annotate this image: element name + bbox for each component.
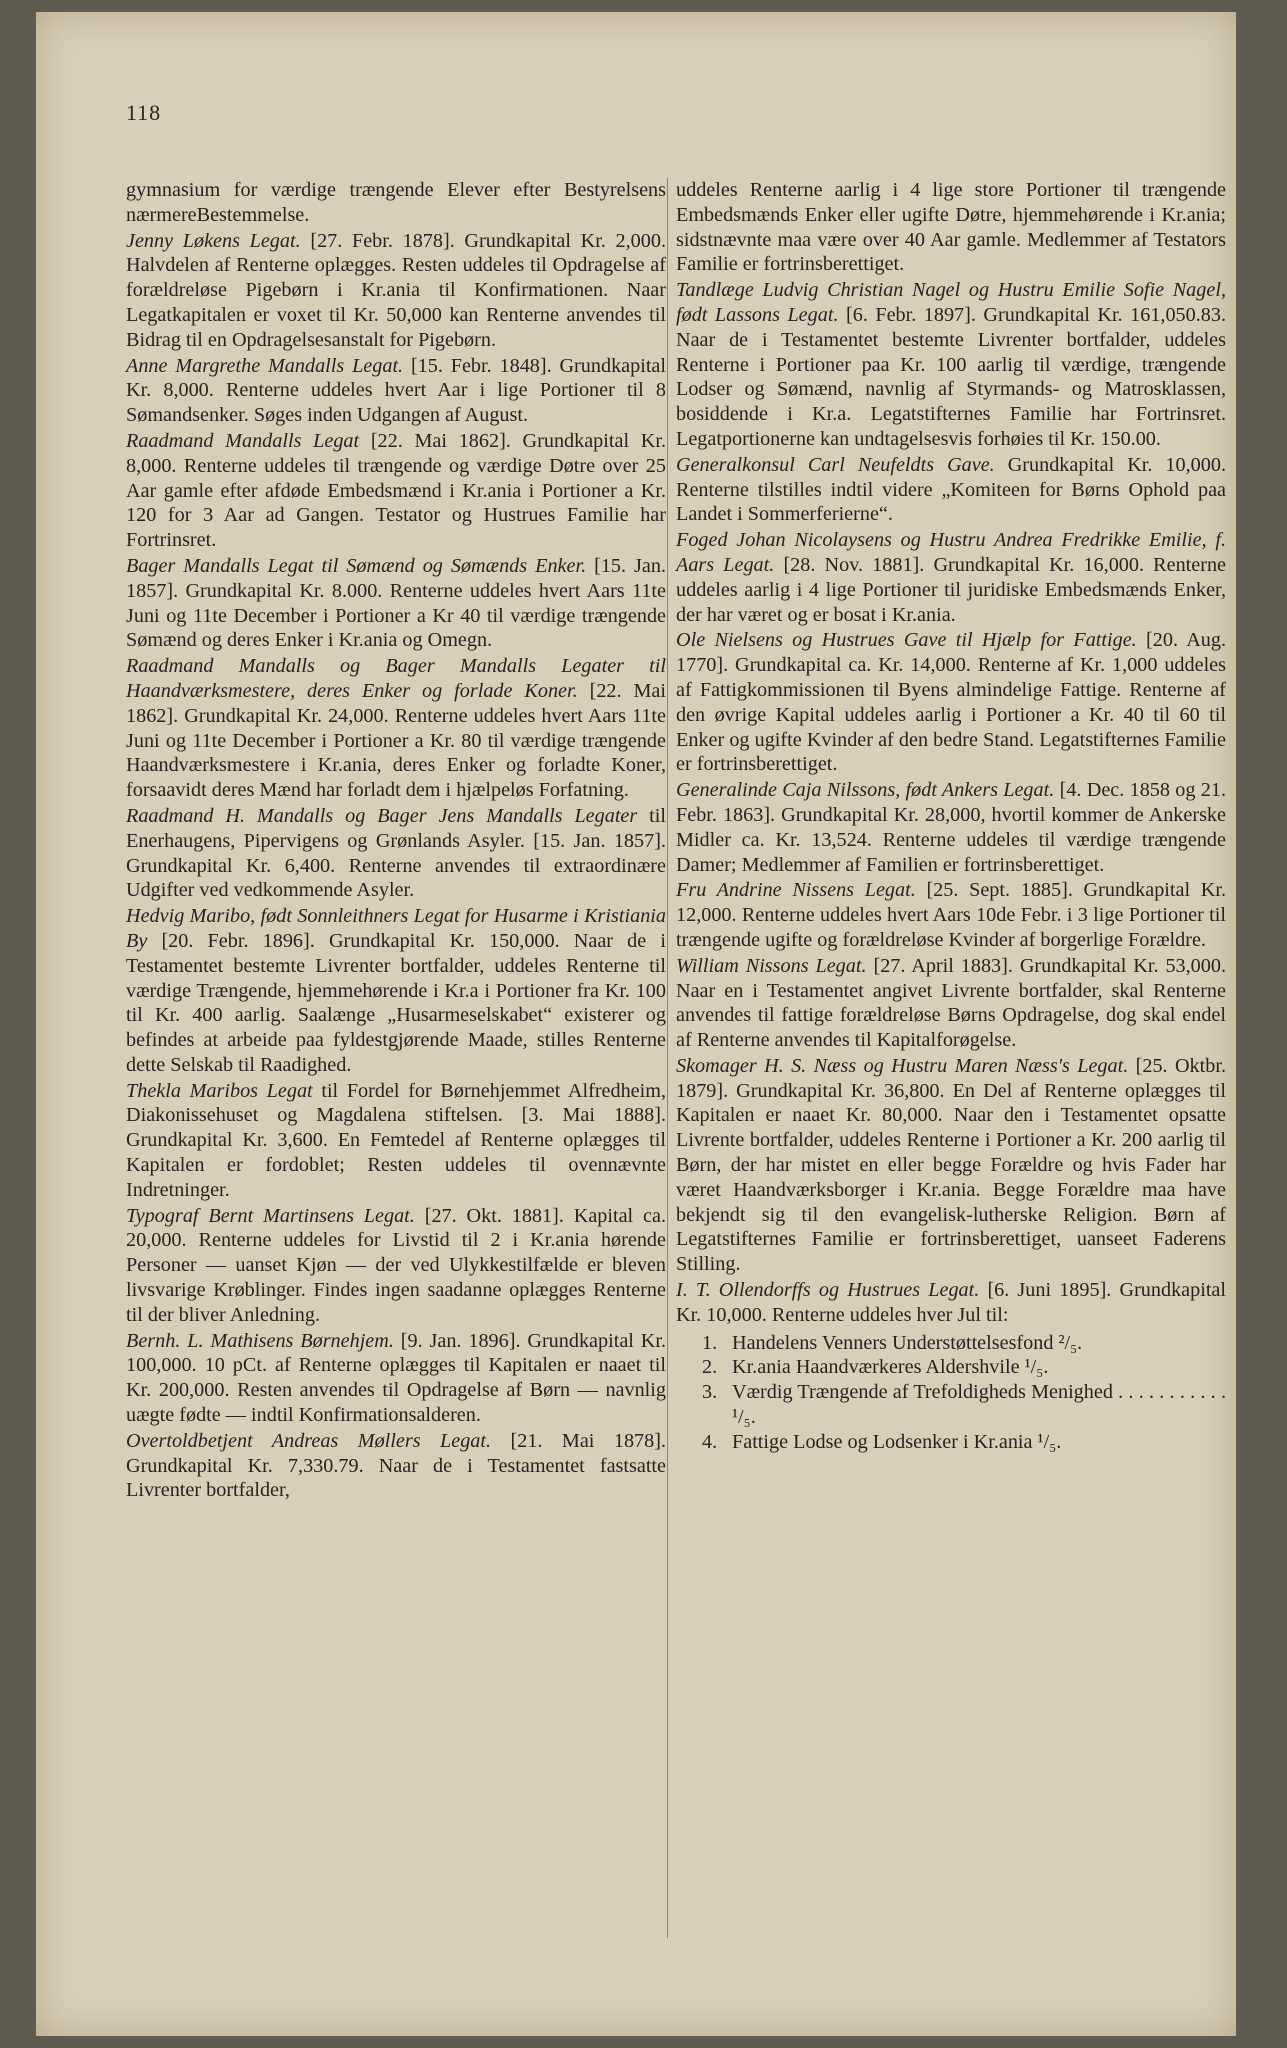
list-number: 1.	[702, 1331, 718, 1354]
legat-title: Fru Andrine Nissens Legat.	[676, 879, 916, 902]
legat-title: Typograf Bernt Martinsens Legat.	[126, 1204, 415, 1227]
list-item	[702, 1380, 1226, 1430]
legat-entry	[676, 1054, 1226, 1277]
legat-title: Bernh. L. Mathisens Børnehjem.	[126, 1329, 394, 1352]
legat-entry	[676, 778, 1226, 877]
legat-body: til Fordel for Børnehjemmet Alfredheim, Diakonissehuset og Magdalena stiftelsen. [3. Mai 1888]. Grundkapital Kr. 3,600. En Femtedel af Renterne oplægges til Kapitalen er fordoblet; Resten uddeles til ovennævnte Indretninger.	[126, 1079, 667, 1201]
list-text: Kr.ania Haandværkeres Aldershvile ¹/₅.	[732, 1356, 1049, 1379]
list-number: 3.	[702, 1381, 718, 1404]
legat-entry	[126, 354, 666, 428]
list-item	[702, 1355, 1226, 1380]
right-entries	[676, 178, 1226, 1328]
legat-body: [6. Febr. 1897]. Grundkapital Kr. 161,050.83. Naar de i Testamentet bestemte Livrenter bortfalder, uddeles Renterne i Portioner paa Kr. 100 aarlig til værdige, trængende Lodser og Sømænd, navnlig af Styrmands- og Matrosklassen, bosiddende i Kr.a. Legatstifternes Familie har Fortrinsret. Legatportionerne kan undtagelsesvis forhøies til Kr. 150.00.	[676, 303, 1227, 450]
legat-title: Raadmand H. Mandalls og Bager Jens Mandalls Legater	[126, 804, 638, 827]
legat-title: Hedvig Maribo, født Sonnleithners Legat for Husarme i Kristiania By	[126, 905, 666, 952]
list-text: Værdig Trængende af Trefoldigheds Menighed . . . . . . . . . . . ¹/₅.	[732, 1381, 1226, 1429]
legat-body: [22. Mai 1862]. Grundkapital Kr. 24,000. Renterne uddeles hvert Aars 11te Juni og 11te December i Portioner a Kr. 80 til værdige trængende Haandværksmestere i Kr.ania, deres Enker og forladte Koner, forsaavidt deres Mænd har forladt dem i hjælpeløs Forfatning.	[126, 679, 667, 802]
legat-entry	[126, 1329, 666, 1428]
legat-body: [20. Aug. 1770]. Grundkapital ca. Kr. 14,000. Renterne af Kr. 1,000 uddeles af Fattigkommissionen til Byens almindelige Fattige. Renterne af den øvrige Kapital uddeles aarlig i Portioner a Kr. 40 til 60 til Enker og ugifte Kvinder af den bedre Stand. Legatstifternes Familie er fortrinsberettiget.	[676, 629, 1227, 776]
list-text: Fattige Lodse og Lodsenker i Kr.ania ¹/₅.	[732, 1430, 1062, 1453]
legat-title: Foged Johan Nicolaysens og Hustru Andrea Fredrikke Emilie, f. Aars Legat.	[676, 529, 1226, 576]
legat-body: [25. Oktbr. 1879]. Grundkapital Kr. 36,800. En Del af Renterne oplægges til Kapitalen er naaet Kr. 80,000. Naar den i Testamentet opsatte Livrente bortfalder, uddeles Renterne i Portioner a Kr. 200 aarlig til Børn, der har mistet en eller begge Forældre og hvis Fader har været Haandværksborger i Kr.ania. Begge Forældre maa have bekjendt sig til den evangelisk-lutherske Religion. Børn af Legatstifternes Familie er fortrinsberettiget, uanseet Faderens Stilling.	[676, 1054, 1226, 1276]
legat-entry	[676, 278, 1226, 452]
legat-body: Grundkapital Kr. 10,000. Renterne tilstilles indtil videre „Komiteen for Børns Ophold paa Landet i Sommerferierne“.	[676, 453, 1226, 526]
legat-entry	[676, 453, 1226, 527]
book-page	[36, 12, 1236, 2036]
legat-body: [27. April 1883]. Grundkapital Kr. 53,000. Naar en i Testamentet angivet Livrente bortfalder, skal Renterne anvendes til fattige forældreløse Børns Opdragelse, dog skal endel af Renterne anvendes til Kapitalforøgelse.	[676, 954, 1227, 1052]
legat-body: [28. Nov. 1881]. Grundkapital Kr. 16,000. Renterne uddeles aarlig i 4 lige Portioner til juridiske Embedsmænds Enker, der har været og er bosat i Kr.ania.	[676, 553, 1227, 626]
legat-body: [22. Mai 1862]. Grundkapital Kr. 8,000. Renterne uddeles til trængende og værdige Døtre over 25 Aar gamle efter afdøde Embedsmænd i Kr.ania i Portioner a Kr. 120 for 3 Aar ad Gangen. Testator og Hustrues Familie har Fortrinsret.	[126, 429, 666, 552]
legat-entry	[126, 1204, 666, 1328]
legat-title: Generalkonsul Carl Neufeldts Gave.	[676, 453, 995, 476]
legat-body: [15. Febr. 1848]. Grundkapital Kr. 8,000. Renterne uddeles hvert Aar i lige Portioner til 8 Sømandsenker. Søges inden Udgangen af August.	[126, 354, 666, 427]
legat-entry	[126, 654, 666, 803]
left-column	[126, 178, 666, 1504]
legat-entry	[676, 628, 1226, 777]
legat-entry	[676, 954, 1226, 1053]
legat-title: Tandlæge Ludvig Christian Nagel og Hustru Emilie Sofie Nagel, født Lassons Legat.	[676, 279, 1226, 326]
legat-body: [9. Jan. 1896]. Grundkapital Kr. 100,000. 10 pCt. af Renterne oplægges til Kapitalen er naaet til Kr. 200,000. Resten anvendes til Opdragelse af Børn — navnlig uægte fødte — indtil Konfirmationsalderen.	[126, 1329, 666, 1427]
legat-title: Skomager H. S. Næss og Hustru Maren Næss's Legat.	[676, 1054, 1129, 1077]
legat-title: Ole Nielsens og Hustrues Gave til Hjælp for Fattige.	[676, 629, 1137, 652]
legat-title: Jenny Løkens Legat.	[126, 229, 301, 252]
list-number: 2.	[702, 1356, 718, 1379]
legat-entry	[126, 1079, 666, 1203]
legat-body: [20. Febr. 1896]. Grundkapital Kr. 150,000. Naar de i Testamentet bestemte Livrenter bortfalder, uddeles Renterne til værdige Trængende, hjemmehørende i Kr.a i Portioner fra Kr. 100 til Kr. 400 aarlig. Saalænge „Husarmeselskabet“ existerer og befindes at arbeide paa fyldestgjørende Maade, stilles Renterne dette Selskab til Raadighed.	[126, 929, 666, 1076]
legat-entry	[126, 229, 666, 353]
legat-title: Raadmand Mandalls og Bager Mandalls Legater til Haandværksmestere, deres Enker og forlade Koner.	[126, 655, 666, 702]
legat-entry	[676, 528, 1226, 627]
legat-title: Thekla Maribos Legat	[126, 1079, 313, 1102]
legat-entry	[676, 878, 1226, 952]
legat-title: William Nissons Legat.	[676, 954, 867, 977]
legat-title: I. T. Ollendorffs og Hustrues Legat.	[676, 1279, 980, 1302]
legat-entry	[126, 1429, 666, 1503]
legat-body: [15. Jan. 1857]. Grundkapital Kr. 8.000. Renterne uddeles hvert Aars 11te Juni og 11te December i Portioner a Kr 40 til værdige trængende Sømænd og deres Enker i Kr.ania og Omegn.	[126, 554, 666, 652]
list-item	[702, 1430, 1226, 1455]
legat-body: [4. Dec. 1858 og 21. Febr. 1863]. Grundkapital Kr. 28,000, hvortil kommer de Ankerske Midler ca. Kr. 13,524. Renterne uddeles til værdige trængende Damer; Medlemmer af Familien er fortrinsberettiget.	[676, 779, 1226, 876]
legat-body: [6. Juni 1895]. Grundkapital Kr. 10,000. Renterne uddeles hver Jul til:	[676, 1279, 1227, 1326]
column-divider	[667, 178, 668, 1938]
legat-entry	[126, 429, 666, 553]
list-item	[702, 1331, 1226, 1356]
legat-entry	[676, 178, 1226, 277]
list-text: Handelens Venners Understøttelsesfond ²/₅.	[732, 1331, 1083, 1354]
legat-body: [25. Sept. 1885]. Grundkapital Kr. 12,000. Renterne uddeles hvert Aars 10de Febr. i 3 lige Portioner til trængende ugifte og forældreløse Kvinder af borgerlige Forældre.	[676, 879, 1226, 951]
legat-entry	[126, 804, 666, 903]
legat-body: [21. Mai 1878]. Grundkapital Kr. 7,330.79. Naar de i Testamentet fastsatte Livrenter bortfalder,	[126, 1429, 667, 1502]
legat-body: [27. Febr. 1878]. Grundkapital Kr. 2,000. Halvdelen af Renterne oplægges. Resten uddeles til Opdragelse af forældreløse Pigebørn i Kr.ania til Konfirmationen. Naar Legatkapitalen er voxet til Kr. 50,000 kan Renterne anvendes til Bidrag til en Opdragelsesanstalt for Pigebørn.	[126, 229, 666, 351]
legat-entry	[126, 178, 666, 228]
legat-entry	[126, 554, 666, 653]
legat-body: til Enerhaugens, Pipervigens og Grønlands Asyler. [15. Jan. 1857]. Grundkapital Kr. 6,400. Renterne anvendes til extraordinære Udgifter ved vedkommende Asyler.	[126, 804, 666, 902]
legat-title: Generalinde Caja Nilssons, født Ankers Legat.	[676, 779, 1055, 802]
page-number: 118	[126, 100, 162, 125]
legat-title: Anne Margrethe Mandalls Legat.	[126, 354, 404, 377]
legat-entry	[676, 1278, 1226, 1328]
legat-body: gymnasium for værdige trængende Elever efter Bestyrelsens nærmereBestemmelse.	[126, 179, 666, 226]
list-number: 4.	[702, 1430, 718, 1453]
legat-entry	[126, 904, 666, 1078]
legat-body: uddeles Renterne aarlig i 4 lige store Portioner til trængende Embedsmænds Enker eller ugifte Døtre, hjemmehørende i Kr.ania; sidstnævnte maa være over 40 Aar gamle. Medlemmer af Testators Familie er fortrinsberettiget.	[676, 179, 1226, 276]
legat-body: [27. Okt. 1881]. Kapital ca. 20,000. Renterne uddeles for Livstid til 2 i Kr.ania hørende Personer — uanset Kjøn — der ved Ulykkestilfælde er bleven livsvarige Krøblinger. Findes ingen saadanne oplægges Renterne til der bliver Anledning.	[126, 1204, 666, 1326]
ollendorff-list	[702, 1331, 1226, 1455]
legat-title: Overtoldbetjent Andreas Møllers Legat.	[126, 1429, 492, 1452]
right-column	[676, 178, 1226, 1455]
legat-title: Raadmand Mandalls Legat	[126, 429, 360, 452]
legat-title: Bager Mandalls Legat til Sømænd og Sømænds Enker.	[126, 554, 587, 577]
